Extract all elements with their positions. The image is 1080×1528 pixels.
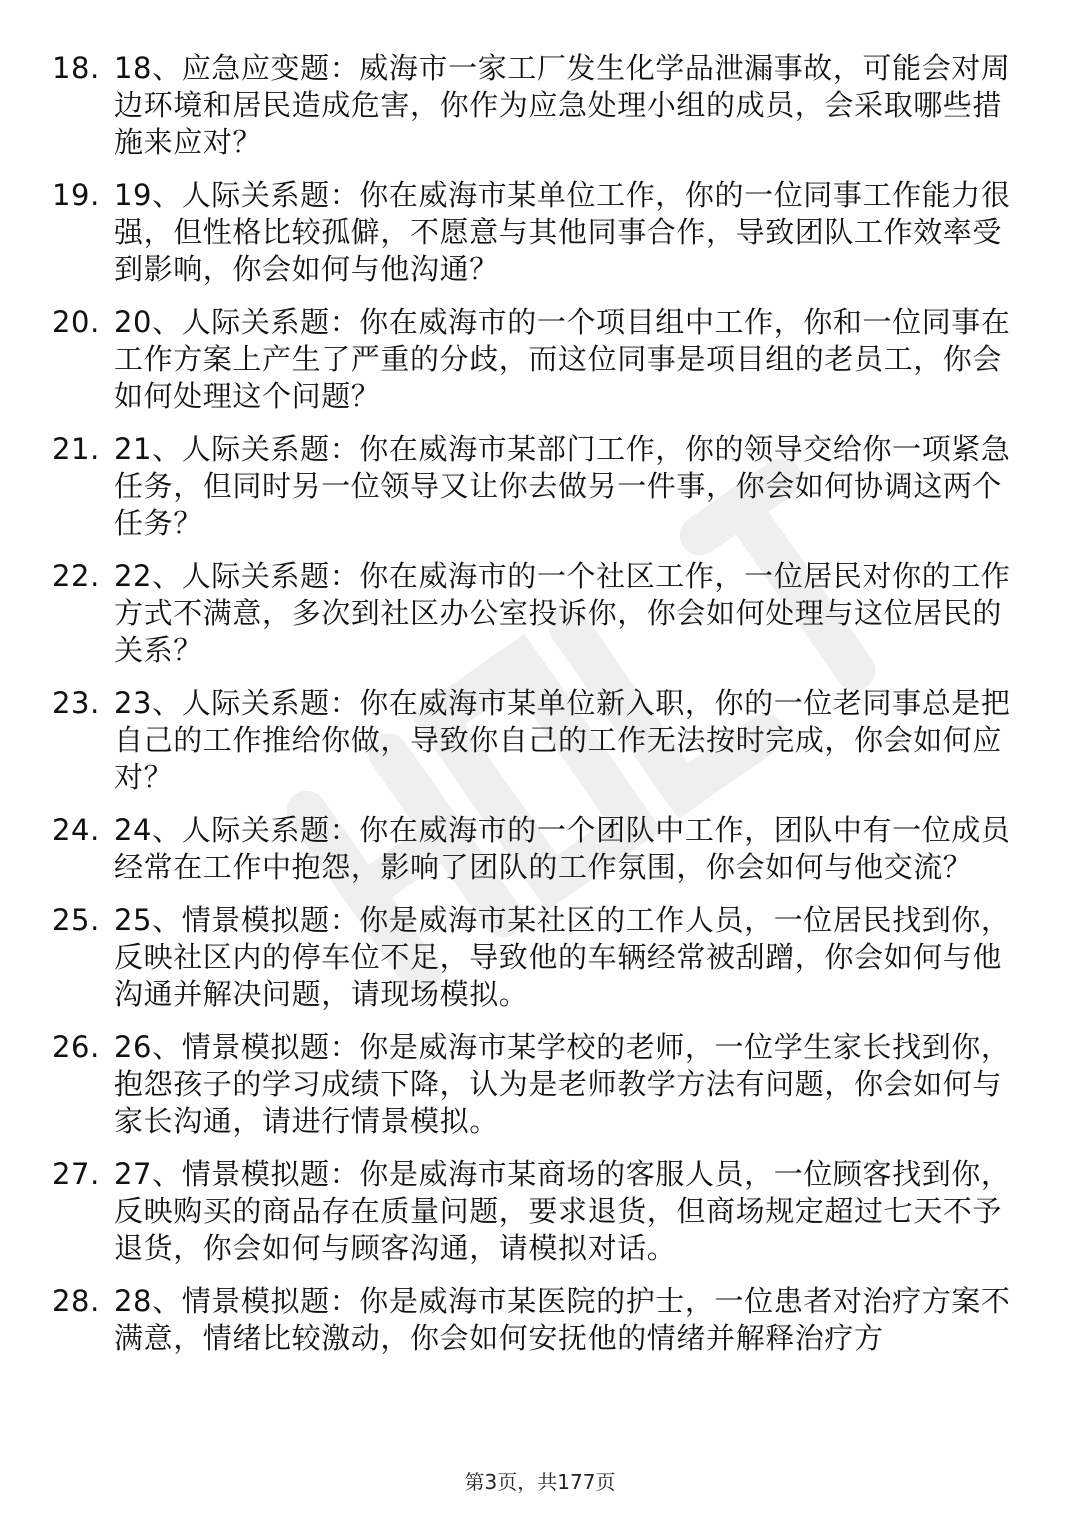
question-text: 25、情景模拟题：你是威海市某社区的工作人员，一位居民找到你，反映社区内的停车位不足，导致他的车辆经常被刮蹭，你会如何与他沟通并解决问题，请现场模拟。 <box>114 903 1011 1011</box>
question-number: 22. <box>52 559 100 593</box>
question-text: 24、人际关系题：你在威海市的一个团队中工作，团队中有一位成员经常在工作中抱怨，影响了团队的工作氛围，你会如何与他交流？ <box>114 813 1011 884</box>
question-number: 19. <box>52 178 100 212</box>
question-item-25 <box>52 902 1012 1013</box>
question-item-28 <box>52 1283 1012 1357</box>
question-text: 19、人际关系题：你在威海市某单位工作，你的一位同事工作能力很强，但性格比较孤僻，不愿意与其他同事合作，导致团队工作效率受到影响，你会如何与他沟通？ <box>114 178 1011 286</box>
question-item-18 <box>52 50 1012 161</box>
question-number: 28. <box>52 1284 100 1318</box>
question-item-27 <box>52 1156 1012 1267</box>
question-text: 22、人际关系题：你在威海市的一个社区工作，一位居民对你的工作方式不满意，多次到社区办公室投诉你，你会如何处理与这位居民的关系？ <box>114 559 1011 667</box>
question-text: 27、情景模拟题：你是威海市某商场的客服人员，一位顾客找到你，反映购买的商品存在质量问题，要求退货，但商场规定超过七天不予退货，你会如何与顾客沟通，请模拟对话。 <box>114 1157 1011 1265</box>
question-text: 26、情景模拟题：你是威海市某学校的老师，一位学生家长找到你，抱怨孩子的学习成绩下降，认为是老师教学方法有问题，你会如何与家长沟通，请进行情景模拟。 <box>114 1030 1011 1138</box>
question-number: 27. <box>52 1157 100 1191</box>
question-item-26 <box>52 1029 1012 1140</box>
question-text: 20、人际关系题：你在威海市的一个项目组中工作，你和一位同事在工作方案上产生了严重的分歧，而这位同事是项目组的老员工，你会如何处理这个问题？ <box>114 305 1011 413</box>
question-item-23 <box>52 685 1012 796</box>
question-item-21 <box>52 431 1012 542</box>
question-number: 24. <box>52 813 100 847</box>
question-text: 23、人际关系题：你在威海市某单位新入职，你的一位老同事总是把自己的工作推给你做，导致你自己的工作无法按时完成，你会如何应对？ <box>114 686 1011 794</box>
question-item-19 <box>52 177 1012 288</box>
page-indicator: 第3页，共177页 <box>464 1470 616 1494</box>
question-number: 18. <box>52 51 100 85</box>
question-text: 21、人际关系题：你在威海市某部门工作，你的领导交给你一项紧急任务，但同时另一位领导又让你去做另一件事，你会如何协调这两个任务？ <box>114 432 1011 540</box>
question-item-24 <box>52 812 1012 886</box>
question-item-20 <box>52 304 1012 415</box>
question-text: 28、情景模拟题：你是威海市某医院的护士，一位患者对治疗方案不满意，情绪比较激动，你会如何安抚他的情绪并解释治疗方 <box>114 1284 1011 1355</box>
question-number: 23. <box>52 686 100 720</box>
question-text: 18、应急应变题：威海市一家工厂发生化学品泄漏事故，可能会对周边环境和居民造成危害，你作为应急处理小组的成员，会采取哪些措施来应对？ <box>114 51 1011 159</box>
question-number: 26. <box>52 1030 100 1064</box>
question-number: 21. <box>52 432 100 466</box>
question-number: 25. <box>52 903 100 937</box>
question-item-22 <box>52 558 1012 669</box>
question-list <box>52 50 1012 1373</box>
question-number: 20. <box>52 305 100 339</box>
